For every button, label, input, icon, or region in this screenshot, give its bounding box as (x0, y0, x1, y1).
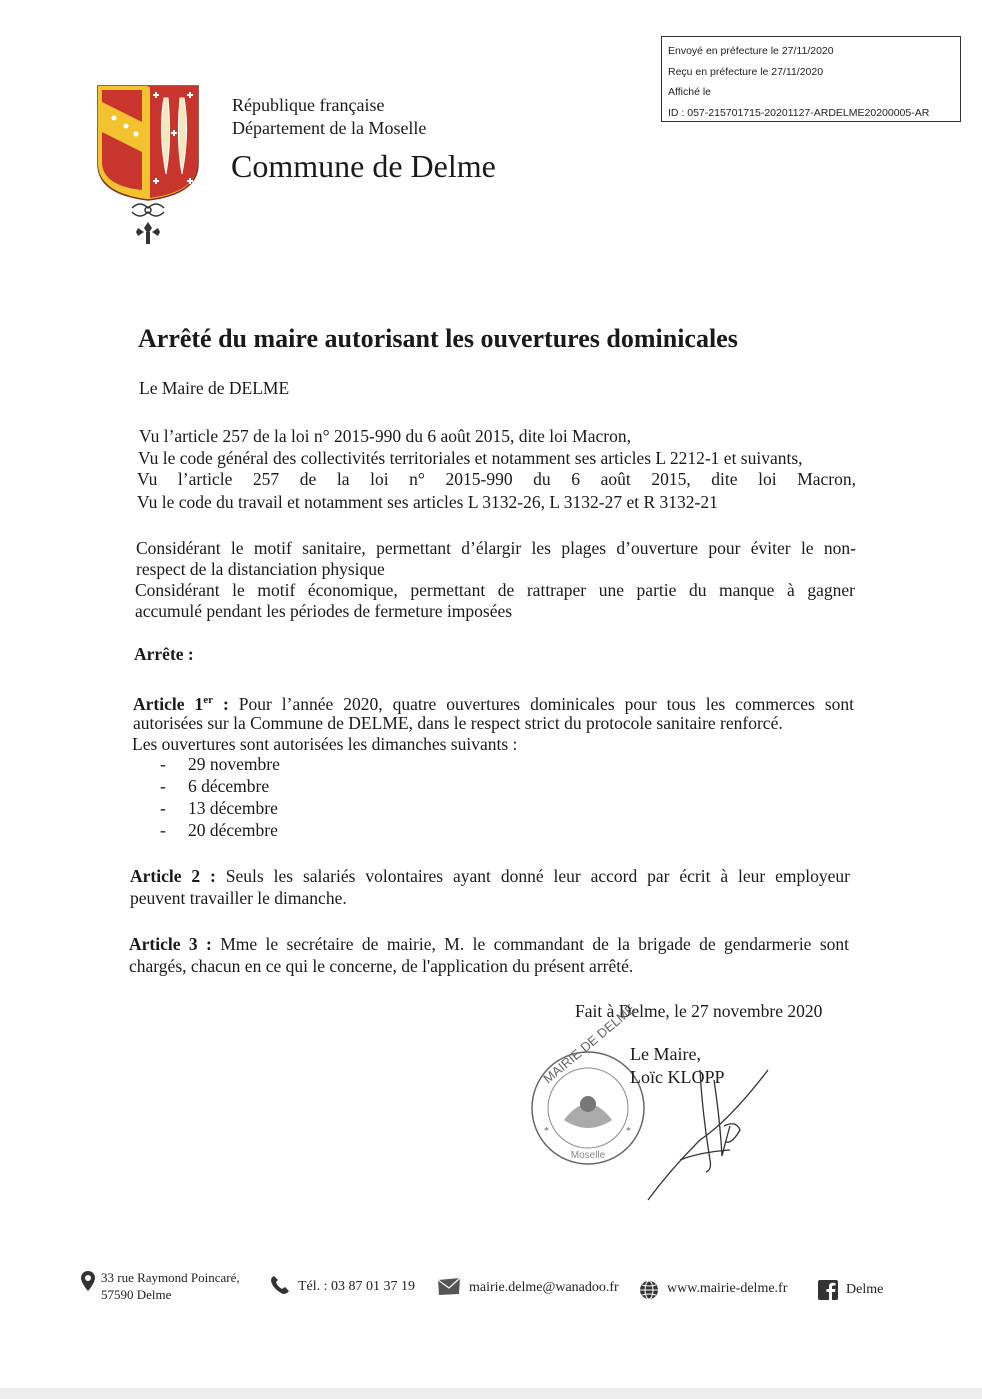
article-3-line2: chargés, chacun en ce qui le concerne, de l'application du présent arrêté. (129, 956, 634, 976)
signatory-title: Le Maire, (630, 1044, 701, 1064)
envelope-icon (437, 1278, 461, 1296)
article-1-line2: autorisées sur la Commune de DELME, dans le respect strict du protocole sanitaire renforcé. (133, 713, 783, 733)
considerant-1-line2: respect de la distanciation physique (136, 559, 385, 579)
article-2-text: Seuls les salariés volontaires ayant donné leur accord par écrit à leur employeur (215, 866, 850, 886)
facebook-icon (818, 1280, 838, 1300)
date-3: 13 décembre (188, 798, 278, 818)
article-2-line1 (130, 866, 850, 887)
author-line: Le Maire de DELME (139, 378, 290, 398)
header-commune: Commune de Delme (231, 148, 496, 184)
date-1: 29 novembre (188, 754, 280, 774)
stamp-recu: Reçu en préfecture le 27/11/2020 (668, 65, 824, 78)
footer-website[interactable]: www.mairie-delme.fr (667, 1281, 788, 1296)
handwritten-signature-icon (640, 1060, 780, 1205)
coat-of-arms-icon (92, 82, 204, 247)
article-1-colon: : (212, 693, 229, 714)
svg-text:*: * (544, 1126, 549, 1137)
stamp-id: ID : 057-215701715-20201127-ARDELME20200005-AR (668, 106, 930, 119)
footer-address (101, 1269, 240, 1303)
article-1-line1 (133, 690, 854, 715)
stamp-affiche: Affiché le (668, 86, 711, 98)
prefecture-stamp (661, 36, 961, 122)
considerant-1-line1: Considérant le motif sanitaire, permettant d’élargir les plages d’ouverture pour éviter le non- (136, 538, 856, 558)
vu-line-1: Vu l’article 257 de la loi n° 2015-990 du 6 août 2015, dite loi Macron, (139, 426, 631, 446)
vu-line-4: Vu le code du travail et notamment ses articles L 3132-26, L 3132-27 et R 3132-21 (137, 492, 718, 512)
vu-line-2: Vu le code général des collectivités territoriales et notamment ses articles L 2212-1 et suivants, (138, 448, 803, 468)
arrete-label: Arrête : (134, 644, 194, 664)
svg-text:*: * (626, 1126, 631, 1137)
phone-icon (270, 1275, 290, 1295)
list-item: - (160, 776, 166, 796)
seal-top-text: MAIRIE DE DELME (540, 1000, 638, 1087)
vu-line-3: Vu l’article 257 de la loi n° 2015-990 du 6 août 2015, dite loi Macron, (137, 469, 856, 489)
header-republique: République française (232, 95, 385, 115)
document-title: Arrêté du maire autorisant les ouvertures dominicales (138, 324, 738, 353)
seal-bottom-text: Moselle (570, 1150, 606, 1161)
footer-email[interactable]: mairie.delme@wanadoo.fr (469, 1280, 619, 1295)
article-1-line3: Les ouvertures sont autorisées les dimanches suivants : (132, 734, 518, 754)
scan-edge (0, 1388, 982, 1399)
list-item: - (160, 754, 166, 774)
article-3-text: Mme le secrétaire de mairie, M. le commandant de la brigade de gendarmerie sont (211, 934, 849, 954)
location-pin-icon (81, 1271, 95, 1291)
globe-icon (639, 1280, 659, 1300)
considerant-2-line1: Considérant le motif économique, permettant de rattraper une partie du manque à gagner (135, 580, 855, 600)
header-departement: Département de la Moselle (232, 118, 427, 138)
footer-facebook[interactable]: Delme (846, 1282, 884, 1297)
footer-address-line2: 57590 Delme (101, 1287, 172, 1302)
article-3-label: Article 3 : (129, 934, 212, 954)
footer-phone: Tél. : 03 87 01 37 19 (298, 1279, 416, 1294)
considerant-2-line2: accumulé pendant les périodes de fermeture imposées (135, 601, 513, 621)
footer-address-line1: 33 rue Raymond Poincaré, (101, 1270, 240, 1285)
article-2-label: Article 2 : (130, 866, 216, 886)
article-1-sup: er (203, 694, 213, 706)
signatory-name: Loïc KLOPP (630, 1067, 725, 1087)
stamp-envoye: Envoyé en préfecture le 27/11/2020 (668, 45, 834, 57)
article-1-label: Article 1 (133, 693, 204, 714)
list-item: - (160, 798, 166, 818)
article-1-text: Pour l’année 2020, quatre ouvertures dominicales pour tous les commerces sont (228, 693, 855, 714)
date-2: 6 décembre (188, 776, 270, 796)
article-2-line2: peuvent travailler le dimanche. (130, 888, 347, 908)
list-item: - (160, 820, 166, 840)
date-4: 20 décembre (188, 820, 278, 840)
article-3-line1 (129, 934, 849, 955)
fait-a: Fait à Delme, le 27 novembre 2020 (575, 1001, 823, 1021)
